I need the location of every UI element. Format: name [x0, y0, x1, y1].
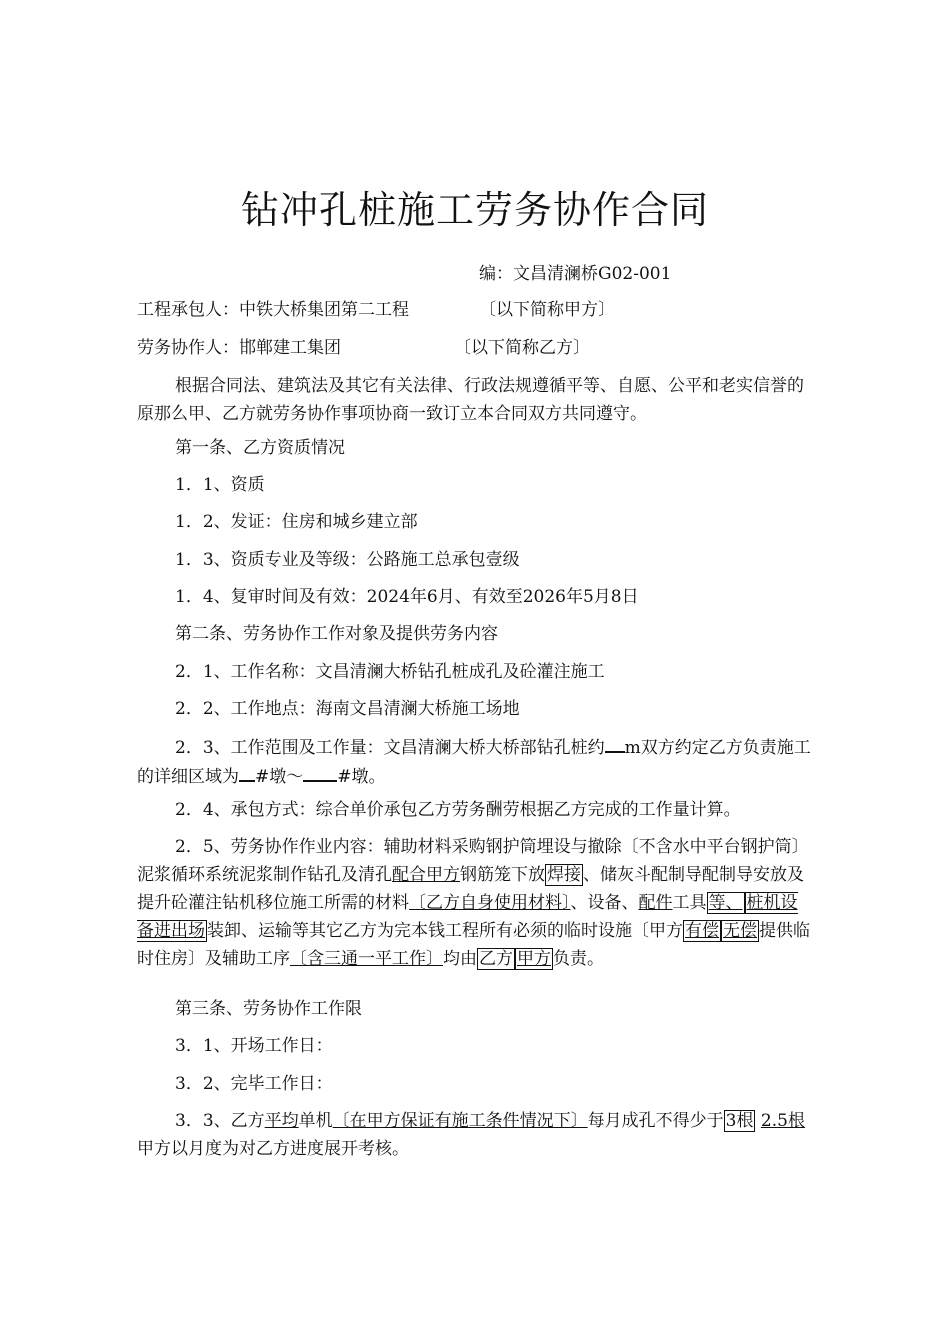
article-3-item-1: 3．1、开场工作日： [175, 1036, 333, 1056]
article-2-item-2: 2．2、工作地点：海南文昌清澜大桥施工场地 [175, 699, 520, 719]
article-2-item-1: 2．1、工作名称：文昌清澜大桥钻孔桩成孔及砼灌注施工 [175, 662, 605, 682]
article-2-heading: 第二条、劳务协作工作对象及提供劳务内容 [175, 624, 498, 644]
article-3-item-2: 3．2、完毕工作日： [175, 1074, 333, 1094]
article-2-item-3: 2．3、工作范围及工作量：文昌清澜大桥大桥部钻孔桩约 m双方约定乙方负责施工的详细区域为 #墩～ #墩。 [137, 733, 811, 791]
party-a-line [137, 296, 817, 324]
document-title: 钻冲孔桩施工劳务协作合同 [240, 188, 709, 232]
party-a-label: 工程承包人：中铁大桥集团第二工程 [137, 300, 409, 320]
party-b-label: 劳务协作人：邯郸建工集团 [137, 338, 341, 358]
article-1-item-3: 1．3、资质专业及等级：公路施工总承包壹级 [175, 550, 520, 570]
article-3-item-3: 3．3、乙方平均单机〔在甲方保证有施工条件情况下〕每月成孔不得少于 3根 2.5根甲方以月度为对乙方进度展开考核。 [137, 1111, 805, 1159]
intro-paragraph [137, 372, 811, 428]
article-1-item-4: 1．4、复审时间及有效：2024年6月、有效至2026年5月8日 [175, 587, 639, 607]
document-code: 编：文昌清澜桥G02-001 [479, 264, 672, 284]
article-1-item-2: 1．2、发证：住房和城乡建立部 [175, 512, 418, 532]
article-1-item-1: 1．1、资质 [175, 475, 265, 495]
party-a-note: 〔以下简称甲方〕 [479, 300, 615, 320]
article-2-item-4: 2．4、承包方式：综合单价承包乙方劳务酬劳根据乙方完成的工作量计算。 [175, 800, 741, 820]
blank-field [605, 733, 625, 753]
intro-text: 根据合同法、建筑法及其它有关法律、行政法规遵循平等、自愿、公平和老实信誉的原那么甲、乙方就劳务协作事项协商一致订立本合同双方共同遵守。 [137, 376, 804, 424]
blank-field [303, 762, 337, 782]
article-3-heading: 第三条、劳务协作工作限 [175, 999, 362, 1019]
blank-field [239, 762, 255, 782]
party-b-note: 〔以下简称乙方〕 [454, 338, 590, 358]
article-2-item-5: 2．5、劳务协作作业内容：辅助材料采购钢护筒埋设与撤除〔不含水中平台钢护筒〕泥浆循环系统泥浆制作钻孔及清孔配合甲方钢筋笼下放 焊接 、储灰斗配制导配制导安放及提升砼灌注钻机移位施工所需的材料〔乙方自身使用材料〕、设备、配件工具 等、 桩机设备进出场 装卸、运输等其它乙方为完本钱工程所有必须的临时设施〔甲方 有偿 无偿 提供临时住房〕及辅助工序〔含三通一平工作〕均由 乙方 甲方 负责。 [137, 837, 810, 969]
party-b-line [137, 334, 817, 362]
article-1-heading: 第一条、乙方资质情况 [175, 438, 345, 458]
